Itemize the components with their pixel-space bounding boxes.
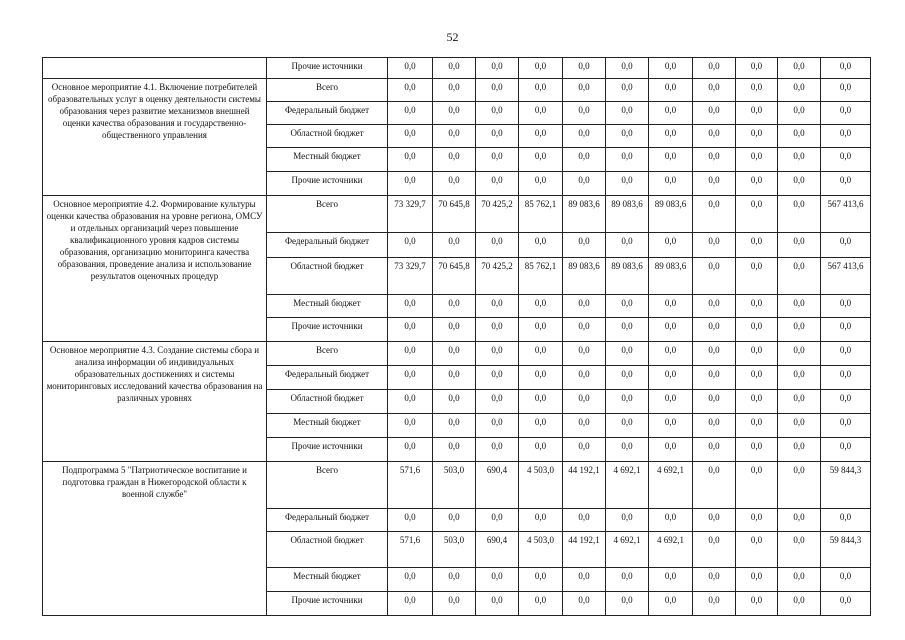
budget-table — [42, 57, 871, 616]
funding-source-label: Федеральный бюджет — [267, 233, 388, 258]
amount-cell: 0,0 — [519, 414, 563, 438]
amount-cell: 0,0 — [476, 342, 519, 366]
amount-cell: 0,0 — [388, 414, 433, 438]
amount-cell: 0,0 — [476, 414, 519, 438]
amount-cell: 0,0 — [476, 509, 519, 532]
amount-cell: 0,0 — [433, 172, 476, 196]
amount-cell: 0,0 — [388, 318, 433, 342]
table-row — [43, 58, 871, 79]
amount-cell: 0,0 — [476, 366, 519, 390]
amount-cell: 0,0 — [778, 172, 821, 196]
amount-cell: 89 083,6 — [649, 196, 693, 233]
amount-cell: 0,0 — [606, 172, 649, 196]
amount-cell: 0,0 — [606, 102, 649, 125]
amount-cell: 571,6 — [388, 532, 433, 568]
amount-cell: 0,0 — [778, 58, 821, 79]
amount-cell: 0,0 — [563, 366, 606, 390]
funding-source-label: Областной бюджет — [267, 390, 388, 414]
amount-cell: 0,0 — [433, 148, 476, 172]
amount-cell: 0,0 — [476, 318, 519, 342]
amount-cell: 0,0 — [821, 295, 871, 318]
amount-cell: 0,0 — [736, 509, 778, 532]
amount-cell: 0,0 — [778, 148, 821, 172]
amount-cell: 0,0 — [649, 79, 693, 102]
amount-cell: 4 692,1 — [606, 462, 649, 509]
amount-cell: 89 083,6 — [563, 196, 606, 233]
amount-cell: 0,0 — [433, 58, 476, 79]
amount-cell: 0,0 — [519, 390, 563, 414]
amount-cell: 0,0 — [563, 390, 606, 414]
amount-cell: 0,0 — [388, 172, 433, 196]
amount-cell: 89 083,6 — [606, 196, 649, 233]
amount-cell: 0,0 — [476, 125, 519, 148]
amount-cell: 0,0 — [693, 568, 736, 592]
amount-cell: 690,4 — [476, 532, 519, 568]
amount-cell: 0,0 — [649, 414, 693, 438]
funding-source-label: Федеральный бюджет — [267, 102, 388, 125]
amount-cell: 0,0 — [649, 148, 693, 172]
amount-cell: 4 503,0 — [519, 462, 563, 509]
amount-cell: 0,0 — [388, 390, 433, 414]
amount-cell: 0,0 — [736, 568, 778, 592]
amount-cell: 0,0 — [778, 438, 821, 462]
amount-cell: 0,0 — [563, 125, 606, 148]
amount-cell: 0,0 — [519, 568, 563, 592]
amount-cell: 0,0 — [519, 318, 563, 342]
amount-cell: 0,0 — [778, 390, 821, 414]
amount-cell: 0,0 — [736, 414, 778, 438]
measure-description — [43, 58, 267, 79]
amount-cell: 0,0 — [476, 233, 519, 258]
amount-cell: 85 762,1 — [519, 196, 563, 233]
amount-cell: 0,0 — [519, 58, 563, 79]
amount-cell: 70 645,8 — [433, 196, 476, 233]
amount-cell: 89 083,6 — [606, 258, 649, 295]
amount-cell: 0,0 — [388, 342, 433, 366]
amount-cell: 0,0 — [778, 568, 821, 592]
amount-cell: 0,0 — [388, 79, 433, 102]
amount-cell: 0,0 — [433, 366, 476, 390]
amount-cell: 0,0 — [736, 102, 778, 125]
amount-cell: 0,0 — [606, 342, 649, 366]
amount-cell: 0,0 — [821, 414, 871, 438]
funding-source-label: Местный бюджет — [267, 295, 388, 318]
amount-cell: 0,0 — [693, 438, 736, 462]
amount-cell: 0,0 — [476, 148, 519, 172]
amount-cell: 0,0 — [606, 125, 649, 148]
measure-description: Основное мероприятие 4.3. Создание системы сбора и анализа информации об индивидуальных образовательных достижениях и системы мониторинговых исследований качества образования на различных уровнях — [43, 342, 267, 462]
funding-source-label: Местный бюджет — [267, 148, 388, 172]
amount-cell: 0,0 — [606, 438, 649, 462]
amount-cell: 0,0 — [563, 102, 606, 125]
amount-cell: 0,0 — [476, 172, 519, 196]
amount-cell: 0,0 — [476, 295, 519, 318]
amount-cell: 0,0 — [693, 148, 736, 172]
amount-cell: 0,0 — [563, 148, 606, 172]
amount-cell: 0,0 — [606, 509, 649, 532]
measure-description: Основное мероприятие 4.1. Включение потребителей образовательных услуг в оценку деятельности системы образования через развитие механизмов внешней оценки качества образования и государственно-общественного управления — [43, 79, 267, 196]
amount-cell: 4 692,1 — [649, 532, 693, 568]
amount-cell: 0,0 — [821, 342, 871, 366]
amount-cell: 0,0 — [736, 462, 778, 509]
amount-cell: 0,0 — [693, 390, 736, 414]
amount-cell: 0,0 — [778, 532, 821, 568]
amount-cell: 0,0 — [476, 58, 519, 79]
amount-cell: 0,0 — [519, 509, 563, 532]
amount-cell: 0,0 — [693, 509, 736, 532]
amount-cell: 0,0 — [693, 172, 736, 196]
amount-cell: 0,0 — [433, 295, 476, 318]
table-row — [43, 196, 871, 233]
amount-cell: 0,0 — [821, 79, 871, 102]
amount-cell: 0,0 — [736, 125, 778, 148]
amount-cell: 0,0 — [388, 148, 433, 172]
funding-source-label: Областной бюджет — [267, 258, 388, 295]
amount-cell: 0,0 — [821, 366, 871, 390]
amount-cell: 0,0 — [821, 592, 871, 616]
amount-cell: 59 844,3 — [821, 532, 871, 568]
amount-cell: 0,0 — [736, 532, 778, 568]
amount-cell: 0,0 — [433, 509, 476, 532]
amount-cell: 70 645,8 — [433, 258, 476, 295]
amount-cell: 0,0 — [563, 295, 606, 318]
funding-source-label: Всего — [267, 196, 388, 233]
amount-cell: 85 762,1 — [519, 258, 563, 295]
funding-source-label: Федеральный бюджет — [267, 509, 388, 532]
amount-cell: 0,0 — [736, 295, 778, 318]
amount-cell: 0,0 — [563, 414, 606, 438]
amount-cell: 0,0 — [476, 102, 519, 125]
amount-cell: 0,0 — [563, 509, 606, 532]
measure-description: Основное мероприятие 4.2. Формирование культуры оценки качества образования на уровне региона, ОМСУ и отдельных организаций через повышение квалификационного уровня кадров системы образования, организацию мониторинга качества образования, проведение анализа и использование результатов оценочных процедур — [43, 196, 267, 342]
amount-cell: 0,0 — [563, 438, 606, 462]
amount-cell: 0,0 — [736, 148, 778, 172]
amount-cell: 0,0 — [388, 58, 433, 79]
amount-cell: 0,0 — [693, 233, 736, 258]
budget-table-body — [43, 58, 871, 616]
amount-cell: 0,0 — [693, 125, 736, 148]
amount-cell: 0,0 — [519, 172, 563, 196]
amount-cell: 0,0 — [388, 295, 433, 318]
funding-source-label: Прочие источники — [267, 318, 388, 342]
amount-cell: 0,0 — [388, 233, 433, 258]
measure-description: Подпрограмма 5 "Патриотическое воспитание и подготовка граждан в Нижегородской области к военной службе" — [43, 462, 267, 616]
amount-cell: 0,0 — [519, 125, 563, 148]
amount-cell: 0,0 — [778, 414, 821, 438]
funding-source-label: Прочие источники — [267, 438, 388, 462]
amount-cell: 73 329,7 — [388, 196, 433, 233]
amount-cell: 0,0 — [519, 342, 563, 366]
amount-cell: 0,0 — [736, 172, 778, 196]
amount-cell: 0,0 — [606, 148, 649, 172]
amount-cell: 0,0 — [693, 196, 736, 233]
page-number: 52 — [446, 30, 459, 44]
amount-cell: 0,0 — [649, 390, 693, 414]
amount-cell: 0,0 — [433, 390, 476, 414]
amount-cell: 0,0 — [736, 196, 778, 233]
amount-cell: 0,0 — [388, 509, 433, 532]
amount-cell: 0,0 — [693, 342, 736, 366]
amount-cell: 0,0 — [433, 79, 476, 102]
amount-cell: 0,0 — [649, 233, 693, 258]
amount-cell: 0,0 — [649, 172, 693, 196]
amount-cell: 0,0 — [649, 318, 693, 342]
amount-cell: 0,0 — [649, 295, 693, 318]
table-row — [43, 79, 871, 102]
amount-cell: 0,0 — [821, 568, 871, 592]
amount-cell: 0,0 — [649, 509, 693, 532]
amount-cell: 70 425,2 — [476, 196, 519, 233]
amount-cell: 0,0 — [693, 318, 736, 342]
amount-cell: 0,0 — [778, 102, 821, 125]
amount-cell: 0,0 — [693, 295, 736, 318]
amount-cell: 0,0 — [736, 318, 778, 342]
amount-cell: 73 329,7 — [388, 258, 433, 295]
funding-source-label: Областной бюджет — [267, 125, 388, 148]
funding-source-label: Прочие источники — [267, 592, 388, 616]
amount-cell: 0,0 — [736, 58, 778, 79]
amount-cell: 503,0 — [433, 462, 476, 509]
amount-cell: 0,0 — [519, 102, 563, 125]
amount-cell: 0,0 — [476, 79, 519, 102]
amount-cell: 0,0 — [821, 438, 871, 462]
funding-source-label: Всего — [267, 462, 388, 509]
amount-cell: 0,0 — [388, 125, 433, 148]
amount-cell: 0,0 — [649, 592, 693, 616]
funding-source-label: Прочие источники — [267, 172, 388, 196]
amount-cell: 0,0 — [821, 58, 871, 79]
amount-cell: 44 192,1 — [563, 462, 606, 509]
amount-cell: 4 692,1 — [649, 462, 693, 509]
amount-cell: 0,0 — [476, 592, 519, 616]
amount-cell: 0,0 — [736, 438, 778, 462]
amount-cell: 0,0 — [433, 414, 476, 438]
amount-cell: 0,0 — [563, 58, 606, 79]
amount-cell: 0,0 — [519, 148, 563, 172]
funding-source-label: Местный бюджет — [267, 568, 388, 592]
funding-source-label: Прочие источники — [267, 58, 388, 79]
amount-cell: 0,0 — [388, 568, 433, 592]
funding-source-label: Федеральный бюджет — [267, 366, 388, 390]
amount-cell: 0,0 — [433, 102, 476, 125]
amount-cell: 0,0 — [693, 258, 736, 295]
amount-cell: 567 413,6 — [821, 258, 871, 295]
amount-cell: 0,0 — [778, 462, 821, 509]
amount-cell: 0,0 — [778, 318, 821, 342]
amount-cell: 0,0 — [563, 172, 606, 196]
amount-cell: 0,0 — [606, 568, 649, 592]
amount-cell: 0,0 — [563, 233, 606, 258]
amount-cell: 0,0 — [821, 172, 871, 196]
amount-cell: 0,0 — [433, 568, 476, 592]
amount-cell: 0,0 — [476, 438, 519, 462]
amount-cell: 0,0 — [821, 233, 871, 258]
amount-cell: 0,0 — [693, 462, 736, 509]
amount-cell: 0,0 — [821, 148, 871, 172]
amount-cell: 0,0 — [778, 258, 821, 295]
amount-cell: 0,0 — [693, 102, 736, 125]
amount-cell: 0,0 — [821, 390, 871, 414]
amount-cell: 0,0 — [693, 414, 736, 438]
amount-cell: 0,0 — [519, 79, 563, 102]
amount-cell: 0,0 — [649, 58, 693, 79]
amount-cell: 0,0 — [606, 592, 649, 616]
amount-cell: 0,0 — [388, 366, 433, 390]
amount-cell: 0,0 — [563, 568, 606, 592]
amount-cell: 0,0 — [563, 79, 606, 102]
amount-cell: 0,0 — [649, 342, 693, 366]
amount-cell: 89 083,6 — [649, 258, 693, 295]
amount-cell: 4 503,0 — [519, 532, 563, 568]
funding-source-label: Всего — [267, 342, 388, 366]
amount-cell: 0,0 — [649, 125, 693, 148]
amount-cell: 0,0 — [821, 102, 871, 125]
amount-cell: 0,0 — [519, 438, 563, 462]
amount-cell: 0,0 — [649, 102, 693, 125]
funding-source-label: Местный бюджет — [267, 414, 388, 438]
amount-cell: 0,0 — [821, 125, 871, 148]
amount-cell: 0,0 — [606, 366, 649, 390]
funding-source-label: Областной бюджет — [267, 532, 388, 568]
amount-cell: 0,0 — [693, 592, 736, 616]
amount-cell: 0,0 — [736, 366, 778, 390]
amount-cell: 0,0 — [606, 233, 649, 258]
amount-cell: 0,0 — [433, 592, 476, 616]
amount-cell: 0,0 — [693, 58, 736, 79]
table-row — [43, 462, 871, 509]
amount-cell: 0,0 — [433, 342, 476, 366]
amount-cell: 0,0 — [736, 233, 778, 258]
amount-cell: 0,0 — [649, 438, 693, 462]
amount-cell: 0,0 — [606, 79, 649, 102]
amount-cell: 503,0 — [433, 532, 476, 568]
amount-cell: 0,0 — [606, 414, 649, 438]
amount-cell: 0,0 — [693, 366, 736, 390]
amount-cell: 0,0 — [476, 390, 519, 414]
amount-cell: 0,0 — [736, 79, 778, 102]
amount-cell: 0,0 — [433, 318, 476, 342]
amount-cell: 0,0 — [433, 438, 476, 462]
amount-cell: 0,0 — [388, 438, 433, 462]
amount-cell: 59 844,3 — [821, 462, 871, 509]
table-row — [43, 342, 871, 366]
amount-cell: 0,0 — [649, 366, 693, 390]
amount-cell: 0,0 — [778, 342, 821, 366]
amount-cell: 0,0 — [606, 295, 649, 318]
amount-cell: 0,0 — [821, 318, 871, 342]
amount-cell: 0,0 — [736, 390, 778, 414]
amount-cell: 0,0 — [563, 592, 606, 616]
amount-cell: 0,0 — [778, 125, 821, 148]
amount-cell: 0,0 — [778, 509, 821, 532]
amount-cell: 0,0 — [519, 366, 563, 390]
amount-cell: 44 192,1 — [563, 532, 606, 568]
amount-cell: 0,0 — [606, 58, 649, 79]
amount-cell: 4 692,1 — [606, 532, 649, 568]
amount-cell: 0,0 — [736, 342, 778, 366]
amount-cell: 0,0 — [778, 366, 821, 390]
amount-cell: 0,0 — [736, 592, 778, 616]
amount-cell: 567 413,6 — [821, 196, 871, 233]
amount-cell: 0,0 — [388, 592, 433, 616]
amount-cell: 70 425,2 — [476, 258, 519, 295]
amount-cell: 0,0 — [778, 196, 821, 233]
amount-cell: 0,0 — [563, 318, 606, 342]
amount-cell: 0,0 — [606, 318, 649, 342]
amount-cell: 0,0 — [778, 295, 821, 318]
amount-cell: 571,6 — [388, 462, 433, 509]
amount-cell: 0,0 — [693, 79, 736, 102]
amount-cell: 0,0 — [388, 102, 433, 125]
amount-cell: 0,0 — [433, 233, 476, 258]
amount-cell: 0,0 — [519, 233, 563, 258]
amount-cell: 0,0 — [821, 509, 871, 532]
amount-cell: 0,0 — [606, 390, 649, 414]
amount-cell: 0,0 — [563, 342, 606, 366]
amount-cell: 0,0 — [778, 233, 821, 258]
amount-cell: 0,0 — [649, 568, 693, 592]
amount-cell: 0,0 — [519, 592, 563, 616]
amount-cell: 0,0 — [778, 79, 821, 102]
amount-cell: 0,0 — [433, 125, 476, 148]
amount-cell: 0,0 — [476, 568, 519, 592]
amount-cell: 89 083,6 — [563, 258, 606, 295]
amount-cell: 0,0 — [693, 532, 736, 568]
amount-cell: 690,4 — [476, 462, 519, 509]
amount-cell: 0,0 — [519, 295, 563, 318]
funding-source-label: Всего — [267, 79, 388, 102]
amount-cell: 0,0 — [736, 258, 778, 295]
amount-cell: 0,0 — [778, 592, 821, 616]
